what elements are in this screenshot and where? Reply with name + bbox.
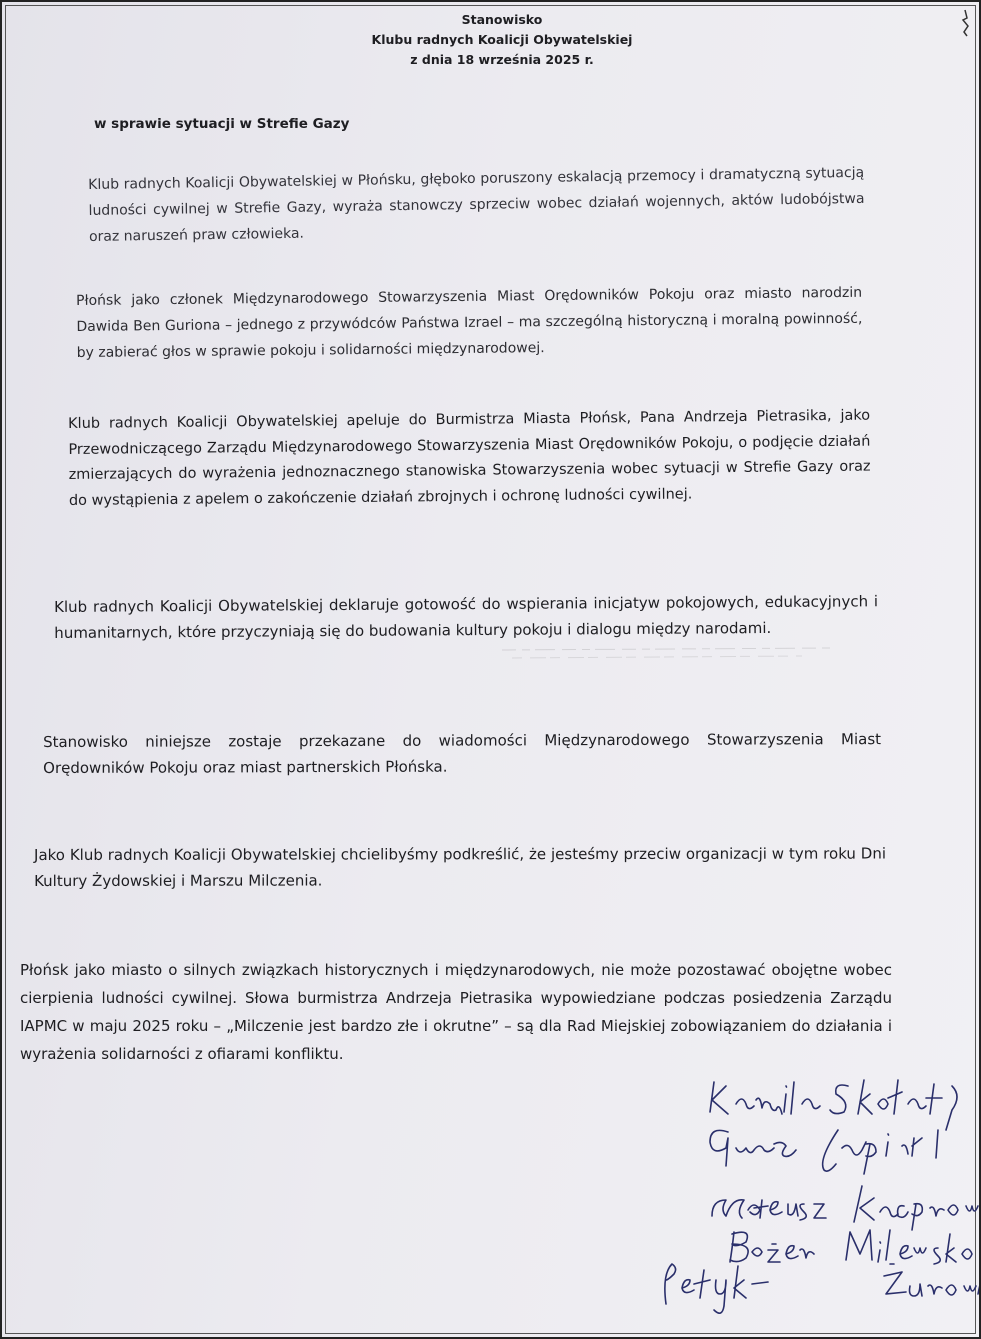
header-club-name: Klubu radnych Koalicji Obywatelskiej [371,32,633,47]
signature-5 [665,1264,981,1313]
paragraph-5: Stanowisko niniejsze zostaje przekazane do wiadomości Międzynarodowego Stowarzyszenia Miast Orędowników Pokoju oraz miast partnerskich Płońska. [43,730,882,777]
header-date: z dnia 18 września 2025 r. [410,52,594,67]
signature-4 [730,1230,972,1264]
document-header [282,10,722,70]
paragraph-1: Klub radnych Koalicji Obywatelskiej w Płońsku, głęboko poruszony eskalacją przemocy i dramatyczną sytuacją ludności cywilnej w Strefie Gazy, wyraża stanowczy sprzeciw wobec działań wojennych, aktów ludobójstwa oraz naruszeń praw człowieka. [88,164,865,245]
signature-1 [710,1080,957,1130]
paragraph-7: Płońsk jako miasto o silnych związkach historycznych i międzynarodowych, nie może pozostawać obojętne wobec cierpienia ludności cywilnej. Słowa burmistrza Andrzeja Pietrasika wypowiedziane podczas posiedzenia Zarządu IAPMC w maju 2025 roku – „Milczenie jest bardzo złe i okrutne” – są dla Rad Miejskiej zobowiązaniem do działania i wyrażenia solidarności z ofiarami konfliktu. [20,961,892,1063]
paragraph-3: Klub radnych Koalicji Obywatelskiej apeluje do Burmistrza Miasta Płońsk, Pana Andrzeja Pietrasika, jako Przewodniczącego Zarządu Międzynarodowego Stowarzyszenia Miast Orędowników Pokoju, o podjęcie działań zmierzających do wyrażenia jednoznacznego stanowiska Stowarzyszenia wobec sytuacji w Strefie Gazy oraz do wystąpienia z apelem o zakończenie działań zbrojnych i ochronę ludności cywilnej. [68,407,871,509]
signature-2 [710,1130,938,1174]
paragraph-6: Jako Klub radnych Koalicji Obywatelskiej chcielibyśmy podkreślić, że jesteśmy przeciw organizacji w tym roku Dni Kultury Żydowskiej i Marszu Milczenia. [34,844,887,890]
signature-3 [712,1186,978,1230]
document-subject: w sprawie sytuacji w Strefie Gazy [94,116,350,132]
header-title: Stanowisko [461,12,543,27]
paragraph-4: Klub radnych Koalicji Obywatelskiej deklaruje gotowość do wspierania inicjatyw pokojowych, edukacyjnych i humanitarnych, które przyczyniają się do budowania kultury pokoju i dialogu między narodami. [54,592,879,642]
faint-show-through-text [502,642,832,662]
corner-mark-icon [955,8,973,38]
signatures-block [652,1064,981,1324]
paragraph-2: Płońsk jako członek Międzynarodowego Stowarzyszenia Miast Orędowników Pokoju oraz miasto narodzin Dawida Ben Guriona – jednego z przywódców Państwa Izrael – ma szczególną historyczną i moralną powinność, by zabierać głos w sprawie pokoju i solidarności międzynarodowej. [76,284,863,361]
handwritten-signatures [652,1064,981,1324]
